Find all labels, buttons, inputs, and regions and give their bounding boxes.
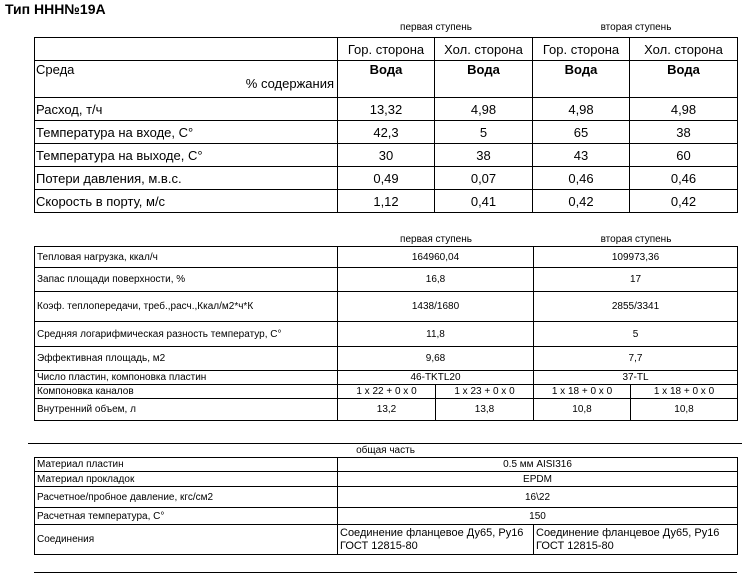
row-label: Скорость в порту, м/с (35, 190, 338, 213)
cell-value: Вода (630, 61, 738, 98)
cell-value: 13,32 (338, 98, 435, 121)
cell-value: 0,46 (533, 167, 630, 190)
divider-bottom (34, 572, 737, 573)
table-row (35, 121, 738, 144)
cell-value: 5 (534, 322, 738, 347)
cell-value: 38 (435, 144, 533, 167)
parameters-table (34, 37, 738, 213)
cell-value: 60 (630, 144, 738, 167)
row-label: Компоновка каналов (35, 385, 338, 399)
table-row (35, 144, 738, 167)
table-row (35, 38, 738, 61)
row-label: Материал прокладок (35, 472, 338, 487)
table-row (35, 385, 738, 399)
cell-value: 4,98 (630, 98, 738, 121)
table-row (35, 268, 738, 292)
table-row (35, 371, 738, 385)
row-label: Расход, т/ч (35, 98, 338, 121)
cell-value: 5 (435, 121, 533, 144)
cell-value: 0,49 (338, 167, 435, 190)
table-row (35, 508, 738, 525)
table-row (35, 322, 738, 347)
cell-value: 4,98 (533, 98, 630, 121)
header-cold-side-1: Хол. сторона (435, 38, 533, 61)
table-row (35, 525, 738, 555)
table-row (35, 292, 738, 322)
row-label: Температура на входе, С° (35, 121, 338, 144)
header-hot-side-2: Гор. сторона (533, 38, 630, 61)
divider-top (28, 443, 742, 444)
row-label: Соединения (35, 525, 338, 555)
header-empty-cell (35, 38, 338, 61)
row-label: Коэф. теплопередачи, треб.,расч.,Ккал/м2*ч*К (35, 292, 338, 322)
row-label: Число пластин, компоновка пластин (35, 371, 338, 385)
row-label: Температура на выходе, С° (35, 144, 338, 167)
cell-value: EPDM (338, 472, 738, 487)
t1-stage2-label: вторая ступень (600, 22, 672, 33)
cell-value: 164960,04 (338, 247, 534, 268)
cell-value: Вода (338, 61, 435, 98)
cell-value: 0,42 (533, 190, 630, 213)
row-label: Расчетное/пробное давление, кгс/см2 (35, 487, 338, 508)
t2-stage2-label: вторая ступень (600, 234, 672, 245)
cell-value: 0,42 (630, 190, 738, 213)
row-label: Материал пластин (35, 458, 338, 472)
cell-value: 46-TKTL20 (338, 371, 534, 385)
content-percent-label: % содержания (245, 76, 334, 91)
cell-value: 16\22 (338, 487, 738, 508)
medium-label: Среда (36, 62, 75, 77)
cell-value: 0.5 мм AISI316 (338, 458, 738, 472)
cell-value: 37-TL (534, 371, 738, 385)
table-row (35, 167, 738, 190)
row-label: Потери давления, м.в.с. (35, 167, 338, 190)
row-label: Тепловая нагрузка, ккал/ч (35, 247, 338, 268)
row-label: Эффективная площадь, м2 (35, 347, 338, 371)
cell-value: 7,7 (534, 347, 738, 371)
t1-stage1-label: первая ступень (400, 22, 472, 33)
cell-value: 30 (338, 144, 435, 167)
cell-value: 0,46 (630, 167, 738, 190)
cell-value: 1 x 22 + 0 x 0 (338, 385, 436, 399)
cell-value: 0,07 (435, 167, 533, 190)
cell-value: 10,8 (631, 399, 738, 421)
table-row (35, 472, 738, 487)
cell-value: 109973,36 (534, 247, 738, 268)
cell-value: 10,8 (534, 399, 631, 421)
table-row (35, 347, 738, 371)
cell-value: 17 (534, 268, 738, 292)
cell-value: 65 (533, 121, 630, 144)
cell-value: Вода (533, 61, 630, 98)
cell-value: 1 x 18 + 0 x 0 (534, 385, 631, 399)
row-label: Запас площади поверхности, % (35, 268, 338, 292)
cell-value: 42,3 (338, 121, 435, 144)
cell-value: 11,8 (338, 322, 534, 347)
table-row (35, 190, 738, 213)
table-row (35, 61, 738, 98)
row-label (35, 61, 338, 98)
table-row (35, 487, 738, 508)
cell-value: Соединение фланцевое Ду65, Ру16 ГОСТ 12815-80 (534, 525, 738, 555)
cell-value: 16,8 (338, 268, 534, 292)
cell-value: 2855/3341 (534, 292, 738, 322)
t2-stage1-label: первая ступень (400, 234, 472, 245)
cell-value: 13,8 (436, 399, 534, 421)
cell-value: 1438/1680 (338, 292, 534, 322)
header-hot-side-1: Гор. сторона (338, 38, 435, 61)
cell-value: 1,12 (338, 190, 435, 213)
page-title: Тип ННН№19А (5, 1, 106, 17)
cell-value: 38 (630, 121, 738, 144)
cell-value: 43 (533, 144, 630, 167)
cell-value: Вода (435, 61, 533, 98)
table-row (35, 98, 738, 121)
cell-value: 9,68 (338, 347, 534, 371)
cell-value: 13,2 (338, 399, 436, 421)
performance-table (34, 246, 738, 421)
cell-value: 1 x 18 + 0 x 0 (631, 385, 738, 399)
header-cold-side-2: Хол. сторона (630, 38, 738, 61)
cell-value: 0,41 (435, 190, 533, 213)
row-label: Расчетная температура, С° (35, 508, 338, 525)
cell-value: Соединение фланцевое Ду65, Ру16 ГОСТ 12815-80 (338, 525, 534, 555)
row-label: Средняя логарифмическая разность температур, С° (35, 322, 338, 347)
cell-value: 150 (338, 508, 738, 525)
table-row (35, 247, 738, 268)
table-row (35, 399, 738, 421)
general-section-label: общая часть (356, 445, 415, 456)
cell-value: 1 x 23 + 0 x 0 (436, 385, 534, 399)
general-table (34, 457, 738, 555)
table-row (35, 458, 738, 472)
cell-value: 4,98 (435, 98, 533, 121)
row-label: Внутренний объем, л (35, 399, 338, 421)
